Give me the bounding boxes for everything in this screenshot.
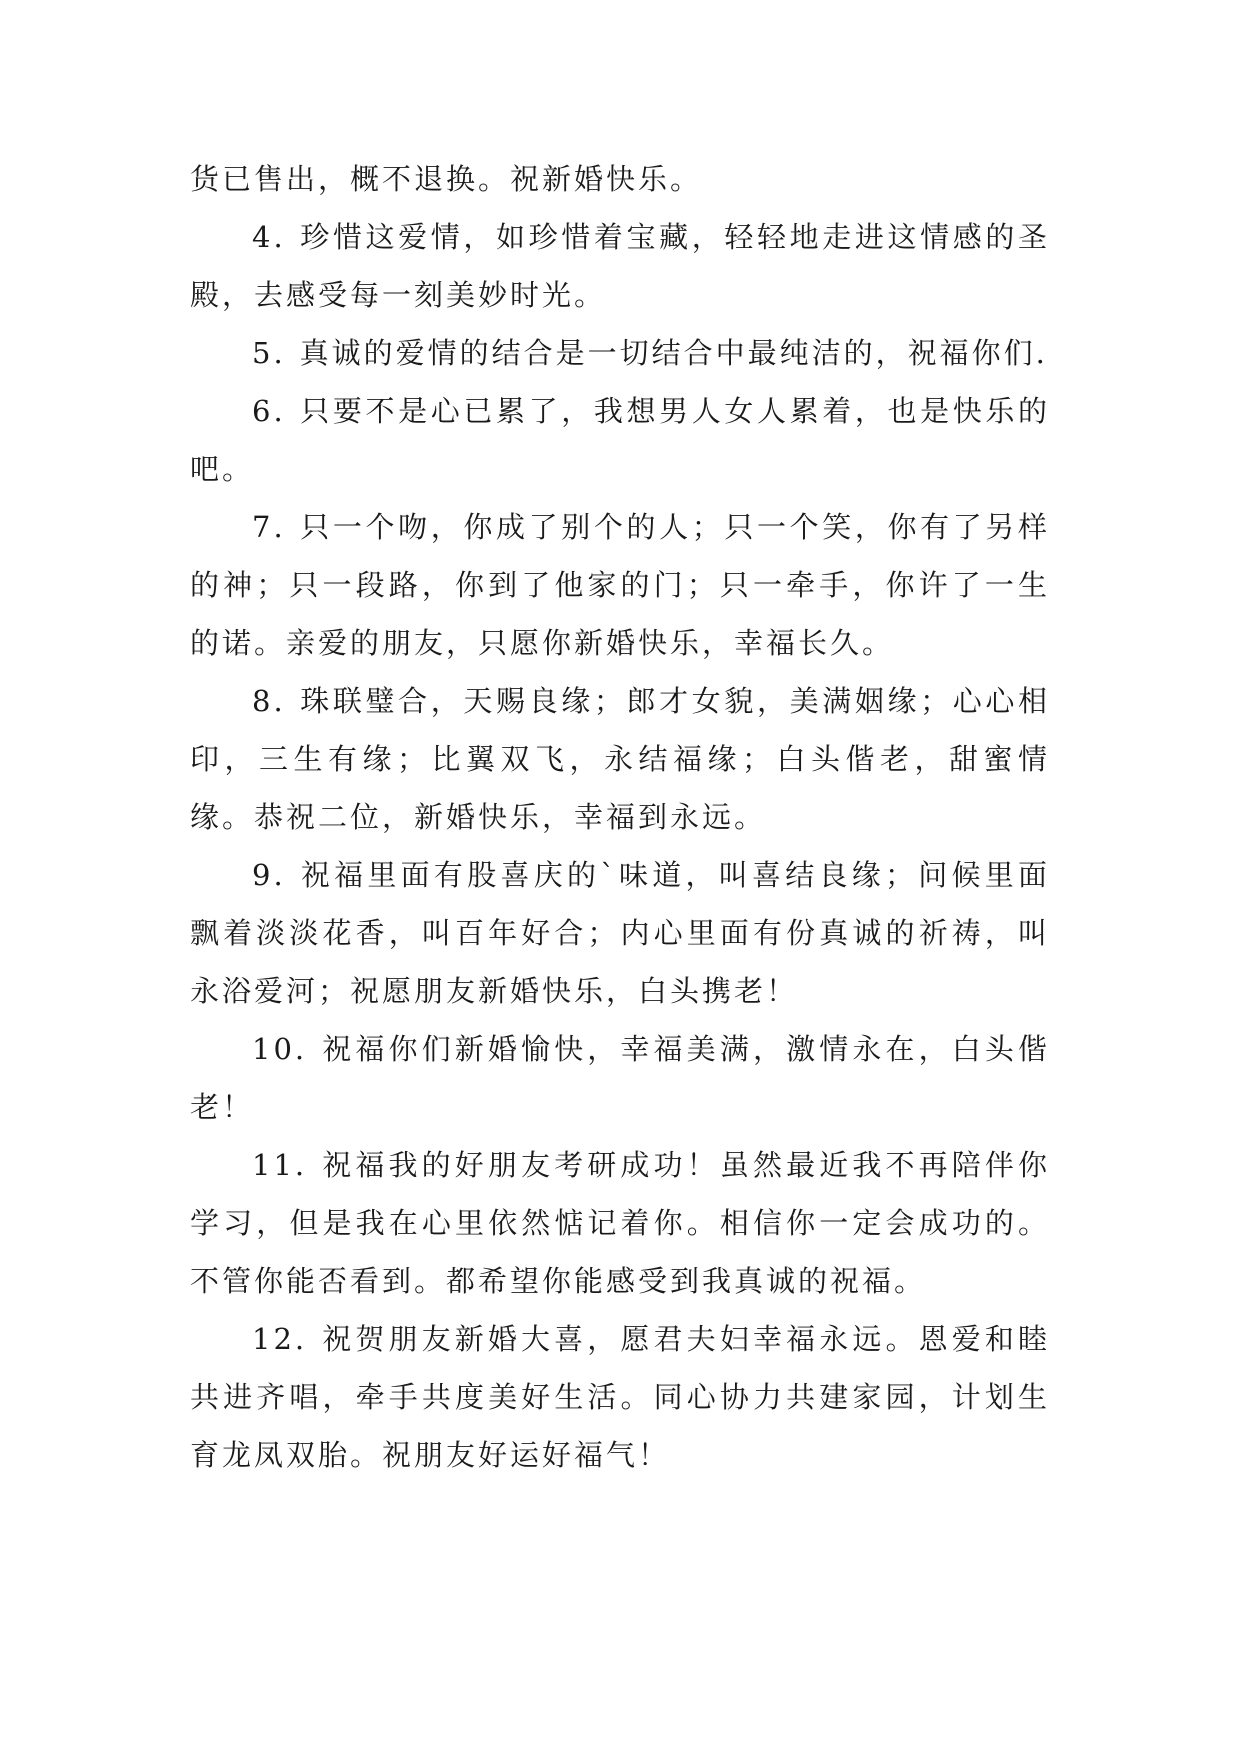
paragraph-item-8: [190, 672, 1050, 846]
paragraph-text: 只一个吻，你成了别个的人；只一个笑，你有了另样的神；只一段路，你到了他家的门；只一牵手，你许了一生的诺。亲爱的朋友，只愿你新婚快乐，幸福长久。: [190, 510, 1050, 660]
item-number: 4.: [252, 220, 286, 254]
paragraph-text: 祝贺朋友新婚大喜，愿君夫妇幸福永远。恩爱和睦共进齐唱，牵手共度美好生活。同心协力共建家园，计划生育龙凤双胎。祝朋友好运好福气！: [190, 1322, 1050, 1472]
paragraph-text: 只要不是心已累了，我想男人女人累着，也是快乐的吧。: [190, 394, 1050, 486]
paragraph-item-12: [190, 1310, 1050, 1484]
item-number: 11.: [252, 1148, 308, 1182]
paragraph-item-4: [190, 208, 1050, 324]
paragraph-text: 货已售出，概不退换。祝新婚快乐。: [190, 162, 703, 196]
paragraph-text: 祝福里面有股喜庆的`味道，叫喜结良缘；问候里面飘着淡淡花香，叫百年好合；内心里面有份真诚的祈祷，叫永浴爱河；祝愿朋友新婚快乐，白头携老！: [190, 858, 1050, 1008]
paragraph-text: 祝福你们新婚愉快，幸福美满，激情永在，白头偕老！: [190, 1032, 1050, 1124]
paragraph-text: 珍惜这爱情，如珍惜着宝藏，轻轻地走进这情感的圣殿，去感受每一刻美妙时光。: [190, 220, 1050, 312]
document-body: [190, 150, 1050, 1484]
paragraph-text: 珠联璧合，天赐良缘；郎才女貌，美满姻缘；心心相印，三生有缘；比翼双飞，永结福缘；白头偕老，甜蜜情缘。恭祝二位，新婚快乐，幸福到永远。: [190, 684, 1050, 834]
paragraph-text: 祝福我的好朋友考研成功！虽然最近我不再陪伴你学习，但是我在心里依然惦记着你。相信你一定会成功的。不管你能否看到。都希望你能感受到我真诚的祝福。: [190, 1148, 1050, 1298]
item-number: 9.: [252, 858, 286, 892]
paragraph-continuation: [190, 150, 1050, 208]
item-number: 7.: [252, 510, 286, 544]
paragraph-item-6: [190, 382, 1050, 498]
paragraph-text: 真诚的爱情的结合是一切结合中最纯洁的，祝福你们.: [299, 336, 1048, 370]
item-number: 12.: [252, 1322, 308, 1356]
item-number: 6.: [252, 394, 286, 428]
item-number: 8.: [252, 684, 286, 718]
paragraph-item-11: [190, 1136, 1050, 1310]
paragraph-item-7: [190, 498, 1050, 672]
paragraph-item-9: [190, 846, 1050, 1020]
paragraph-item-5: [190, 324, 1050, 382]
paragraph-item-10: [190, 1020, 1050, 1136]
item-number: 10.: [252, 1032, 308, 1066]
item-number: 5.: [252, 336, 286, 370]
